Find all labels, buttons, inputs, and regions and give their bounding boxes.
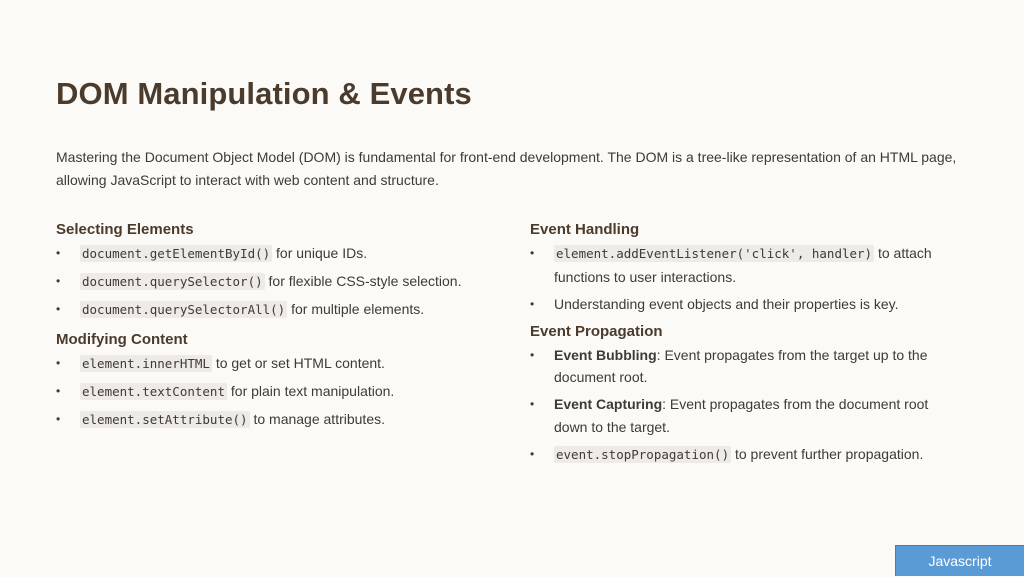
- list-item: [530, 293, 960, 316]
- bullet-icon: •: [56, 383, 61, 398]
- item-text: for flexible CSS-style selection.: [264, 273, 462, 289]
- intro-paragraph: Mastering the Document Object Model (DOM) is fundamental for front-end development. The DOM is a tree-like representation of an HTML page, allowing JavaScript to interact with web content and structure.: [56, 149, 957, 188]
- code-snippet: element.addEventListener('click', handler): [556, 246, 873, 261]
- code-snippet: document.getElementById(): [82, 246, 271, 261]
- selecting-elements-list: [56, 242, 496, 322]
- list-item: [56, 298, 496, 322]
- code-snippet: document.querySelectorAll(): [82, 302, 286, 317]
- list-item: [56, 270, 496, 294]
- code-snippet: element.setAttribute(): [82, 411, 248, 427]
- list-item: [530, 393, 960, 438]
- list-item: [56, 242, 496, 266]
- list-item: [56, 352, 496, 376]
- section-heading-event-handling: Event Handling: [530, 221, 640, 238]
- bullet-icon: •: [530, 296, 535, 311]
- code-snippet: event.stopPropagation(): [556, 446, 730, 462]
- right-column: [530, 218, 960, 471]
- event-handling-list: [530, 242, 960, 315]
- item-text: to prevent further propagation.: [731, 445, 924, 462]
- item-text: Understanding event objects and their properties is key.: [554, 295, 899, 312]
- section-heading-modifying-content: Modifying Content: [56, 330, 188, 348]
- item-text: to manage attributes.: [249, 410, 385, 427]
- item-text: : Event propagates from the document root down to the target.: [554, 396, 929, 435]
- bullet-icon: •: [530, 397, 535, 411]
- item-text: to get or set HTML content.: [211, 354, 385, 371]
- term-label: Event Capturing: [554, 396, 663, 412]
- modifying-content-list: [56, 352, 496, 432]
- list-item: [56, 380, 496, 404]
- item-text: for plain text manipulation.: [227, 382, 395, 399]
- section-heading-selecting-elements: Selecting Elements: [56, 221, 194, 238]
- bullet-icon: •: [530, 347, 535, 362]
- code-snippet: element.textContent: [82, 383, 225, 399]
- bullet-icon: •: [530, 446, 535, 461]
- list-item: [56, 408, 496, 432]
- bullet-icon: •: [530, 246, 535, 260]
- event-propagation-list: [530, 344, 960, 467]
- bullet-icon: •: [56, 411, 61, 426]
- bullet-icon: •: [56, 274, 61, 288]
- item-text: for unique IDs.: [272, 245, 368, 261]
- section-heading-event-propagation: Event Propagation: [530, 322, 663, 340]
- category-tag: Javascript: [895, 545, 1024, 576]
- term-label: Event Bubbling: [554, 346, 657, 363]
- code-snippet: element.innerHTML: [82, 355, 210, 371]
- bullet-icon: •: [56, 246, 61, 260]
- code-snippet: document.querySelector(): [82, 274, 263, 289]
- list-item: [530, 443, 960, 467]
- bullet-icon: •: [56, 302, 61, 316]
- slide-title: DOM Manipulation & Events: [56, 76, 472, 111]
- list-item: [530, 344, 960, 389]
- item-text: : Event propagates from the target up to the document root.: [554, 346, 928, 385]
- bullet-icon: •: [56, 355, 61, 370]
- item-text: for multiple elements.: [287, 301, 425, 317]
- list-item: [530, 242, 960, 288]
- item-text: to attach functions to user interactions.: [554, 245, 932, 285]
- left-column: [56, 218, 496, 436]
